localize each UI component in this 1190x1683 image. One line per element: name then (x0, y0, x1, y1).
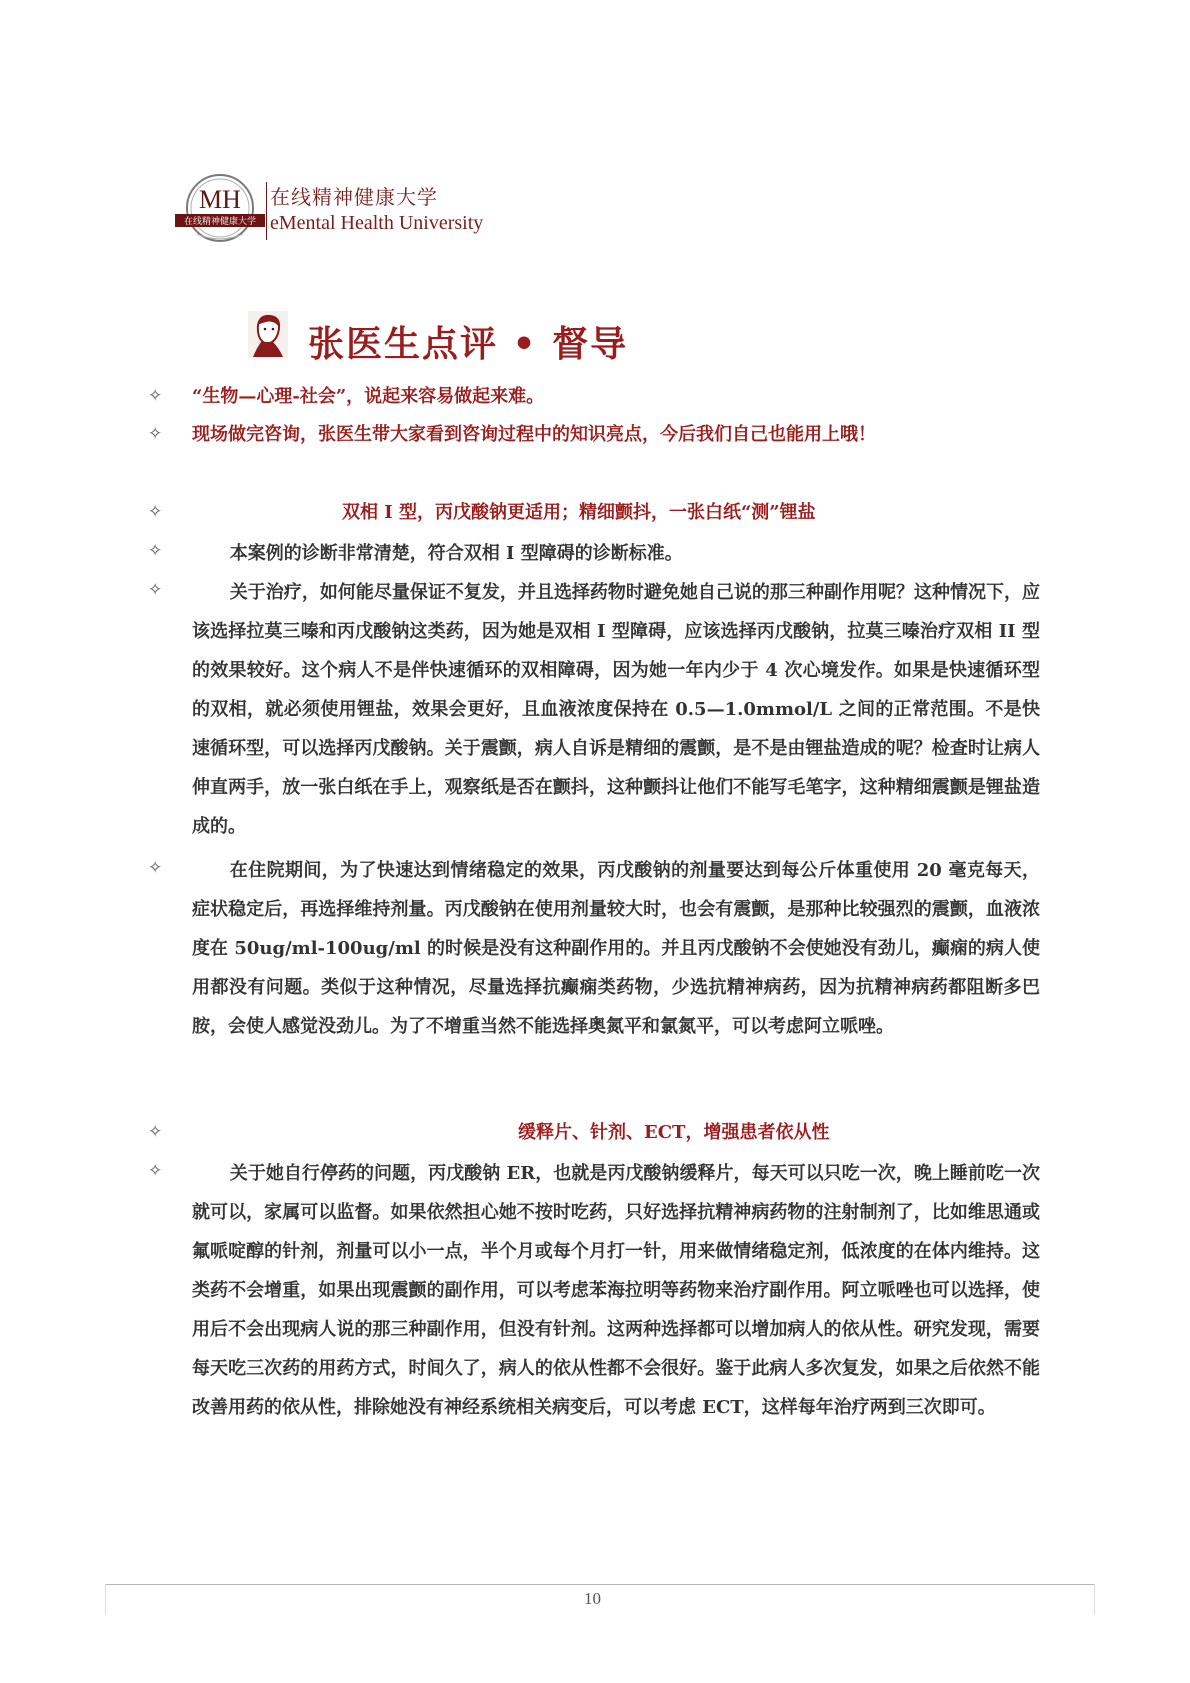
page-number: 10 (584, 1589, 601, 1608)
section-heading: 缓释片、针剂、ECT，增强患者依从性 (518, 1122, 830, 1143)
university-name (270, 184, 483, 236)
university-logo (175, 174, 265, 246)
footer-corner-right (1094, 1584, 1095, 1614)
university-name-en: eMental Health University (270, 212, 484, 234)
footer-rule (105, 1584, 1095, 1585)
bullet-icon: ✧ (148, 386, 163, 406)
paragraph: 本案例的诊断非常清楚，符合双相 I 型障碍的诊断标准。 (229, 543, 683, 564)
page-title: 张医生点评 • 督导 (308, 324, 629, 365)
intro-line: “生物—心理-社会”，说起来容易做起来难。 (192, 386, 545, 407)
university-name-cn: 在线精神健康大学 (270, 185, 438, 209)
bullet-icon: ✧ (148, 1122, 163, 1142)
bullet-icon: ✧ (148, 858, 163, 878)
logo-divider (266, 182, 267, 240)
bullet-icon: ✧ (148, 424, 163, 444)
section-heading: 双相 I 型，丙戊酸钠更适用；精细颤抖，一张白纸“测”锂盐 (342, 502, 816, 523)
paragraph: 在住院期间，为了快速达到情绪稳定的效果，丙戊酸钠的剂量要达到每公斤体重使用 20 毫克每天，症状稳定后，再选择维持剂量。丙戊酸钠在使用剂量较大时，也会有震颤，是那种比较强烈的震颤，血液浓度在 50ug/ml-100ug/ml 的时候是没有这种副作用的。并且丙戊酸钠不会使她没有劲儿，癫痫的病人使用都没有问题。类似于这种情况，尽量选择抗癫痫类药物，少选抗精神病药，因为抗精神病药都阻断多巴胺，会使人感觉没劲儿。为了不增重当然不能选择奥氮平和氯氮平，可以考虑阿立哌唑。 (192, 860, 1040, 1037)
doctor-portrait-icon (248, 311, 288, 357)
bullet-icon: ✧ (148, 502, 163, 522)
paragraph: 关于治疗，如何能尽量保证不复发，并且选择药物时避免她自己说的那三种副作用呢？这种情况下，应该选择拉莫三嗪和丙戊酸钠这类药，因为她是双相 I 型障碍，应该选择丙戊酸钠，拉莫三嗪治疗双相 II 型的效果较好。这个病人不是伴快速循环的双相障碍，因为她一年内少于 4 次心境发作。如果是快速循环型的双相，就必须使用锂盐，效果会更好，且血液浓度保持在 0.5—1.0mmol/L 之间的正常范围。不是快速循环型，可以选择丙戊酸钠。关于震颤，病人自诉是精细的震颤，是不是由锂盐造成的呢？检查时让病人伸直两手，放一张白纸在手上，观察纸是否在颤抖，这种颤抖让他们不能写毛笔字，这种精细震颤是锂盐造成的。 (192, 582, 1040, 837)
bullet-icon: ✧ (148, 580, 163, 600)
paragraph: 关于她自行停药的问题，丙戊酸钠 ER，也就是丙戊酸钠缓释片，每天可以只吃一次，晚上睡前吃一次就可以，家属可以监督。如果依然担心她不按时吃药，只好选择抗精神病药物的注射制剂了，比如维思通或氟哌啶醇的针剂，剂量可以小一点，半个月或每个月打一针，用来做情绪稳定剂，低浓度的在体内维持。这类药不会增重，如果出现震颤的副作用，可以考虑苯海拉明等药物来治疗副作用。阿立哌唑也可以选择，使用后不会出现病人说的那三种副作用，但没有针剂。这两种选择都可以增加病人的依从性。研究发现，需要每天吃三次药的用药方式，时间久了，病人的依从性都不会很好。鉴于此病人多次复发，如果之后依然不能改善用药的依从性，排除她没有神经系统相关病变后，可以考虑 ECT，这样每年治疗两到三次即可。 (192, 1163, 1040, 1418)
intro-line: 现场做完咨询，张医生带大家看到咨询过程中的知识亮点，今后我们自己也能用上哦！ (192, 424, 876, 445)
bullet-icon: ✧ (148, 541, 163, 561)
footer-corner-left (105, 1584, 106, 1614)
logo-band-text: 在线精神健康大学 (183, 217, 257, 227)
bullet-icon: ✧ (148, 1161, 163, 1181)
logo-letters: MH (199, 185, 241, 214)
